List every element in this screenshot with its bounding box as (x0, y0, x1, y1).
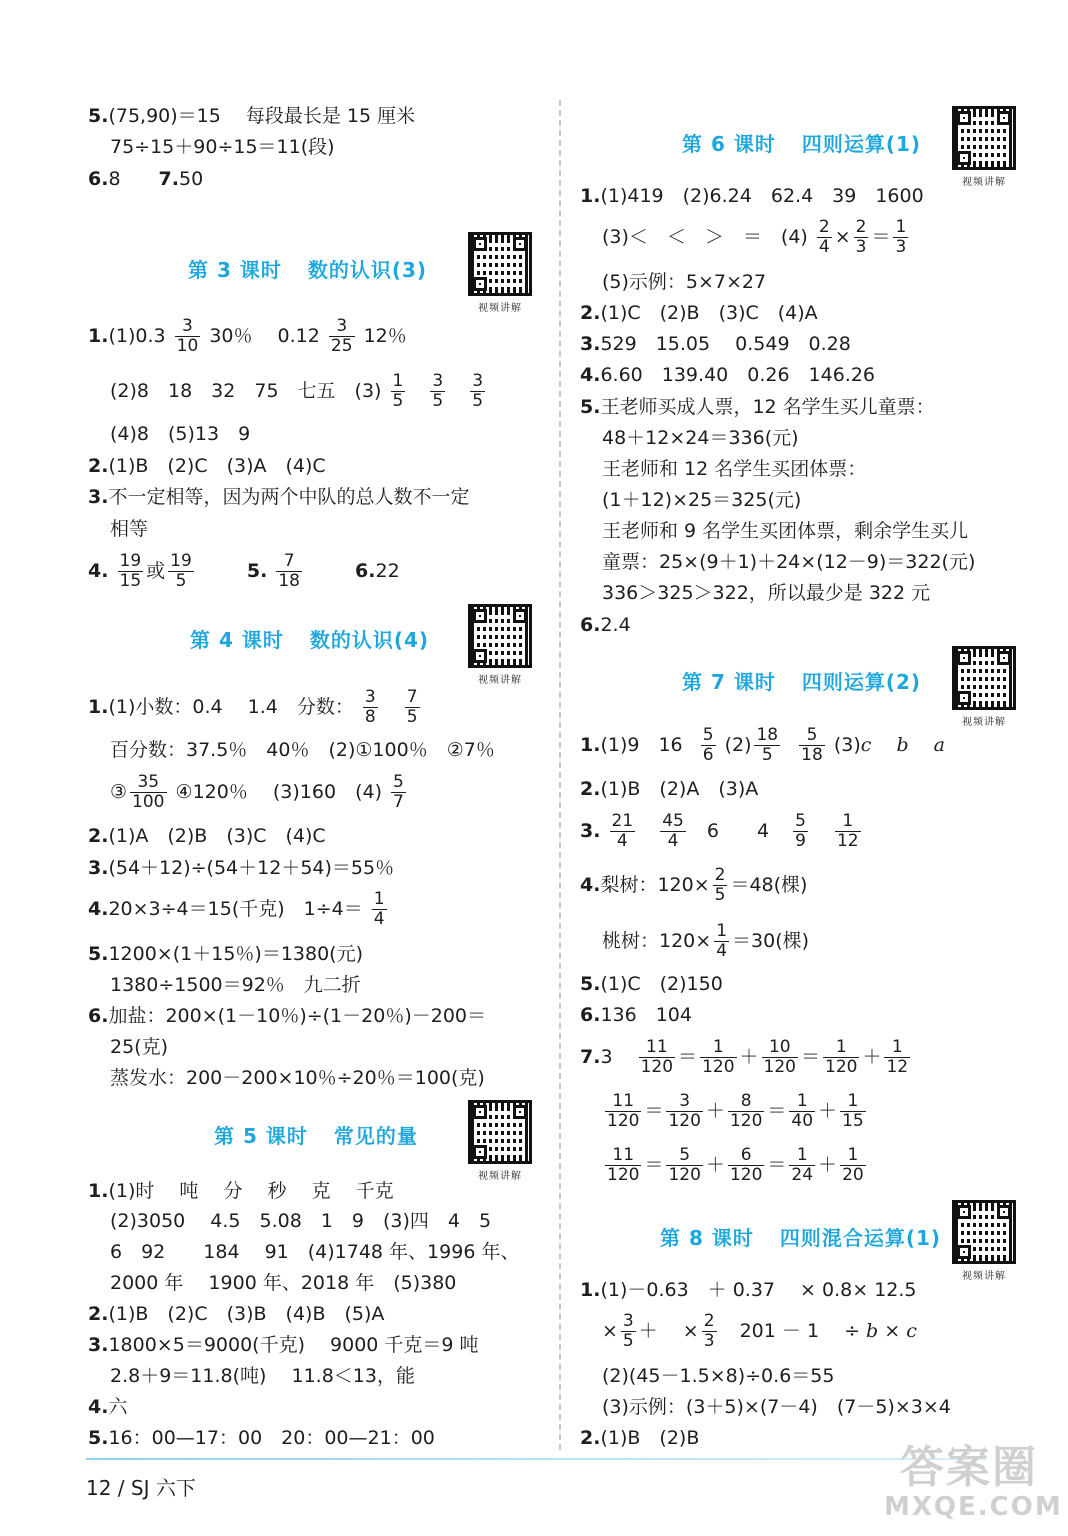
fraction: $\frac{1}{4}$ (716, 921, 728, 961)
fraction: $\frac{19}{15}$ (119, 551, 142, 591)
fraction: $\frac{2}{3}$ (703, 1311, 715, 1351)
fraction: $\frac{11}{120}$ (607, 1091, 640, 1131)
section-heading-lesson-4: 第 4 课时 数的认识(4) (190, 628, 430, 652)
s7-answer-6: 6.136 104 (580, 1004, 692, 1026)
qr-caption: 视频讲解 (478, 675, 522, 686)
qr-caption: 视频讲解 (962, 717, 1006, 728)
s7-answer-5: 5.(1)C (2)150 (580, 973, 723, 995)
qr-code-icon (468, 1100, 532, 1164)
answer-5-line2: 75÷15＋90÷15＝11(段) (110, 136, 335, 158)
qr-code-lesson-5[interactable] (468, 1100, 532, 1182)
section-heading-lesson-6: 第 6 课时 四则运算(1) (682, 132, 922, 156)
s6-answer-5-line6: 童票：25×(9＋1)＋24×(12－9)＝322(元) (602, 551, 976, 573)
fraction: $\frac{7}{5}$ (406, 687, 418, 727)
s4-answer-1-line2: 百分数：37.5％ 40％ (2)①100％ ②7％ (110, 739, 495, 761)
qr-code-icon (952, 106, 1016, 170)
s4-answer-1: 1.(1)小数：0.4 1.4 分数： $\frac{3}{8}$ $\frac{7}{5}$ (88, 687, 418, 727)
fraction: $\frac{1}{15}$ (842, 1091, 864, 1131)
s6-answer-2: 2.(1)C (2)B (3)C (4)A (580, 302, 818, 324)
fraction: $\frac{5}{120}$ (668, 1145, 701, 1185)
s5-answer-5: 5.16：00—17：00 20：00—21：00 (88, 1427, 435, 1449)
qr-caption: 视频讲解 (478, 303, 522, 314)
watermark-logo: 答案圈 MXQE.COM (884, 1442, 1063, 1522)
fraction: $\frac{7}{18}$ (278, 551, 300, 591)
fraction: $\frac{3}{8}$ (364, 687, 376, 727)
fraction: $\frac{5}{6}$ (702, 725, 714, 765)
fraction: $\frac{18}{5}$ (756, 725, 779, 765)
fraction: $\frac{11}{120}$ (640, 1037, 674, 1077)
s5-answer-4: 4.六 (88, 1396, 128, 1418)
s4-answer-1-line3: ③ $\frac{35}{100}$ ④120％ (3)160 (4) $\frac{5}{7}$ (110, 772, 404, 812)
fraction: $\frac{21}{4}$ (611, 811, 634, 851)
s7-answer-1: 1.(1)9 16 $\frac{5}{6}$ (2) $\frac{18}{5}$ $\frac{5}{18}$ (3)c b a (580, 725, 945, 765)
s8-answer-2: 2.(1)B (2)B (580, 1427, 700, 1449)
s5-answer-1-line4: 2000 年 1900 年、2018 年 (5)380 (110, 1272, 457, 1294)
qr-code-icon (952, 646, 1016, 710)
fraction: $\frac{35}{100}$ (132, 772, 165, 812)
fraction: $\frac{1}{120}$ (825, 1037, 858, 1077)
fraction: $\frac{1}{4}$ (373, 889, 385, 929)
s6-answer-5-line4: (1＋12)×25＝325(元) (602, 489, 802, 511)
s7-answer-7-line3: $\frac{11}{120}$ ＝ $\frac{5}{120}$ ＋ $\frac{6}{120}$ ＝ $\frac{1}{24}$ ＋ $\frac{1}{20}$ (607, 1145, 864, 1185)
fraction: $\frac{1}{20}$ (842, 1145, 864, 1185)
footer-separator: / (111, 1476, 131, 1500)
s5-answer-1: 1.(1)时 吨 分 秒 克 千克 (88, 1180, 394, 1202)
fraction: $\frac{10}{120}$ (763, 1037, 796, 1077)
s6-answer-5-line7: 336＞325＞322，所以最少是 322 元 (602, 582, 931, 604)
fraction: $\frac{5}{9}$ (795, 811, 806, 851)
fraction: $\frac{1}{12}$ (836, 811, 859, 851)
fraction: $\frac{1}{120}$ (702, 1037, 735, 1077)
s3-answer-2: 2.(1)B (2)C (3)A (4)C (88, 455, 326, 477)
s8-answer-1-line4: (3)示例：(3＋5)×(7－4) (7－5)×3×4 (602, 1396, 951, 1418)
qr-code-lesson-4[interactable] (468, 604, 532, 686)
s6-answer-5: 5.王老师买成人票，12 名学生买儿童票： (580, 396, 935, 418)
fraction: $\frac{5}{7}$ (393, 772, 404, 812)
s4-answer-5-line2: 1380÷1500＝92％ 九二折 (110, 974, 361, 996)
s8-answer-1: 1.(1)－0.63 ＋ 0.37 × 0.8× 12.5 (580, 1279, 917, 1301)
s6-answer-6: 6.2.4 (580, 614, 631, 636)
s6-answer-1: 1.(1)419 (2)6.24 62.4 39 1600 (580, 185, 924, 207)
fraction: $\frac{1}{5}$ (392, 371, 404, 411)
answer-5: 5.(75,90)＝15 每段最长是 15 厘米 (88, 105, 416, 127)
qr-code-icon (468, 232, 532, 296)
s6-answer-1-line3: (5)示例：5×7×27 (602, 271, 767, 293)
s7-answer-4-line2: 桃树：120× $\frac{1}{4}$ ＝30(棵) (602, 921, 810, 961)
s4-answer-2: 2.(1)A (2)B (3)C (4)C (88, 825, 326, 847)
s4-answer-6-line3: 蒸发水：200－200×10％÷20％＝100(克) (110, 1067, 485, 1089)
fraction: $\frac{3}{10}$ (176, 316, 199, 356)
s7-answer-4: 4.梨树：120× $\frac{2}{5}$ ＝48(棵) (580, 865, 808, 905)
s3-answer-1-line3: (4)8 (5)13 9 (110, 423, 251, 445)
s6-answer-5-line3: 王老师和 12 名学生买团体票： (602, 458, 867, 480)
s3-answer-1-line2: (2)8 18 32 75 七五 (3) $\frac{1}{5}$ $\frac{3}{5}$ $\frac{3}{5}$ (110, 371, 484, 411)
qr-caption: 视频讲解 (962, 1271, 1006, 1282)
s4-answer-6: 6.加盐：200×(1－10％)÷(1－20％)－200＝ (88, 1005, 487, 1027)
s4-answer-6-line2: 25(克) (110, 1036, 169, 1058)
s6-answer-3: 3.529 15.05 0.549 0.28 (580, 333, 851, 355)
s7-answer-7-line2: $\frac{11}{120}$ ＝ $\frac{3}{120}$ ＋ $\frac{8}{120}$ ＝ $\frac{1}{40}$ ＋ $\frac{1}{15}$ (607, 1091, 864, 1131)
fraction: $\frac{11}{120}$ (607, 1145, 640, 1185)
fraction: $\frac{3}{120}$ (668, 1091, 701, 1131)
fraction: $\frac{3}{5}$ (472, 371, 484, 411)
s5-answer-1-line3: 6 92 184 91 (4)1748 年、1996 年、 (110, 1241, 520, 1263)
section-heading-lesson-7: 第 7 课时 四则运算(2) (682, 670, 922, 694)
qr-code-lesson-3[interactable] (468, 232, 532, 314)
s7-answer-7: 7.3 $\frac{11}{120}$ ＝ $\frac{1}{120}$ ＋ $\frac{10}{120}$ ＝ $\frac{1}{120}$ ＋ $\frac{1}{12}$ (580, 1037, 909, 1077)
footer-rule (86, 1458, 986, 1460)
s5-answer-2: 2.(1)B (2)C (3)B (4)B (5)A (88, 1303, 385, 1325)
fraction: $\frac{1}{40}$ (791, 1091, 814, 1131)
s4-answer-3: 3.(54＋12)÷(54＋12＋54)＝55％ (88, 857, 395, 879)
s6-answer-5-line5: 王老师和 9 名学生买团体票，剩余学生买儿 (602, 520, 969, 542)
page-number: 12 (86, 1476, 112, 1500)
fraction: $\frac{8}{120}$ (729, 1091, 763, 1131)
s3-answer-3: 3.不一定相等，因为两个中队的总人数不一定 (88, 486, 470, 508)
s4-answer-5: 5.1200×(1＋15％)＝1380(元) (88, 943, 363, 965)
fraction: $\frac{2}{3}$ (855, 217, 867, 257)
s8-answer-1-line2: × $\frac{3}{5}$ ＋ × $\frac{2}{3}$ 201 － 1 ÷ b × c (602, 1311, 917, 1351)
s5-answer-3: 3.1800×5＝9000(千克) 9000 千克＝9 吨 (88, 1334, 479, 1356)
qr-caption: 视频讲解 (478, 1171, 522, 1182)
fraction: $\frac{3}{5}$ (622, 1311, 634, 1351)
fraction: $\frac{45}{4}$ (662, 811, 684, 851)
fraction: $\frac{3}{25}$ (330, 316, 353, 356)
s6-answer-4: 4.6.60 139.40 0.26 146.26 (580, 364, 876, 386)
fraction: $\frac{3}{5}$ (432, 371, 444, 411)
qr-code-lesson-6[interactable] (952, 106, 1016, 188)
fraction: $\frac{1}{24}$ (791, 1145, 814, 1185)
s4-answer-4: 4.20×3÷4＝15(千克) 1÷4＝ $\frac{1}{4}$ (88, 889, 385, 929)
s6-answer-5-line2: 48＋12×24＝336(元) (602, 427, 799, 449)
s6-answer-1-line2: (3)＜ ＜ ＞ ＝ (4) $\frac{2}{4}$ × $\frac{2}{3}$ ＝ $\frac{1}{3}$ (602, 217, 907, 257)
s8-answer-1-line3: (2)(45－1.5×8)÷0.6＝55 (602, 1365, 835, 1387)
fraction: $\frac{2}{5}$ (714, 865, 726, 905)
s7-answer-2: 2.(1)B (2)A (3)A (580, 778, 759, 800)
fraction: $\frac{1}{3}$ (895, 217, 907, 257)
qr-code-lesson-8[interactable] (952, 1200, 1016, 1282)
qr-code-lesson-7[interactable] (952, 646, 1016, 728)
section-heading-lesson-8: 第 8 课时 四则混合运算(1) (660, 1226, 942, 1250)
fraction: $\frac{2}{4}$ (818, 217, 830, 257)
s3-answer-1: 1.(1)0.3 $\frac{3}{10}$ 30％ 0.12 $\frac{3}{25}$ 12％ (88, 316, 407, 356)
fraction: $\frac{6}{120}$ (729, 1145, 763, 1185)
section-heading-lesson-3: 第 3 课时 数的认识(3) (188, 258, 428, 282)
fraction: $\frac{19}{5}$ (170, 551, 192, 591)
answer-6-7: 6.8 7.50 (88, 168, 204, 190)
page-footer (86, 1472, 196, 1501)
section-heading-lesson-5: 第 5 课时 常见的量 (214, 1124, 418, 1148)
column-divider (559, 100, 561, 1450)
book-series: SJ 六下 (130, 1476, 196, 1500)
fraction: $\frac{1}{12}$ (886, 1037, 909, 1077)
qr-code-icon (468, 604, 532, 668)
s5-answer-1-line2: (2)3050 4.5 5.08 1 9 (3)四 4 5 (110, 1210, 492, 1232)
qr-caption: 视频讲解 (962, 177, 1006, 188)
s3-answer-4-5-6: 4. $\frac{19}{15}$ 或 $\frac{19}{5}$ 5. $\frac{7}{18}$ 6.22 (88, 551, 400, 591)
s7-answer-3: 3. $\frac{21}{4}$ $\frac{45}{4}$ 6 4 $\frac{5}{9}$ $\frac{1}{12}$ (580, 811, 859, 851)
fraction: $\frac{5}{18}$ (801, 725, 823, 765)
s5-answer-3-line2: 2.8＋9＝11.8(吨) 11.8＜13，能 (110, 1365, 415, 1387)
qr-code-icon (952, 1200, 1016, 1264)
s3-answer-3-line2: 相等 (110, 518, 149, 540)
